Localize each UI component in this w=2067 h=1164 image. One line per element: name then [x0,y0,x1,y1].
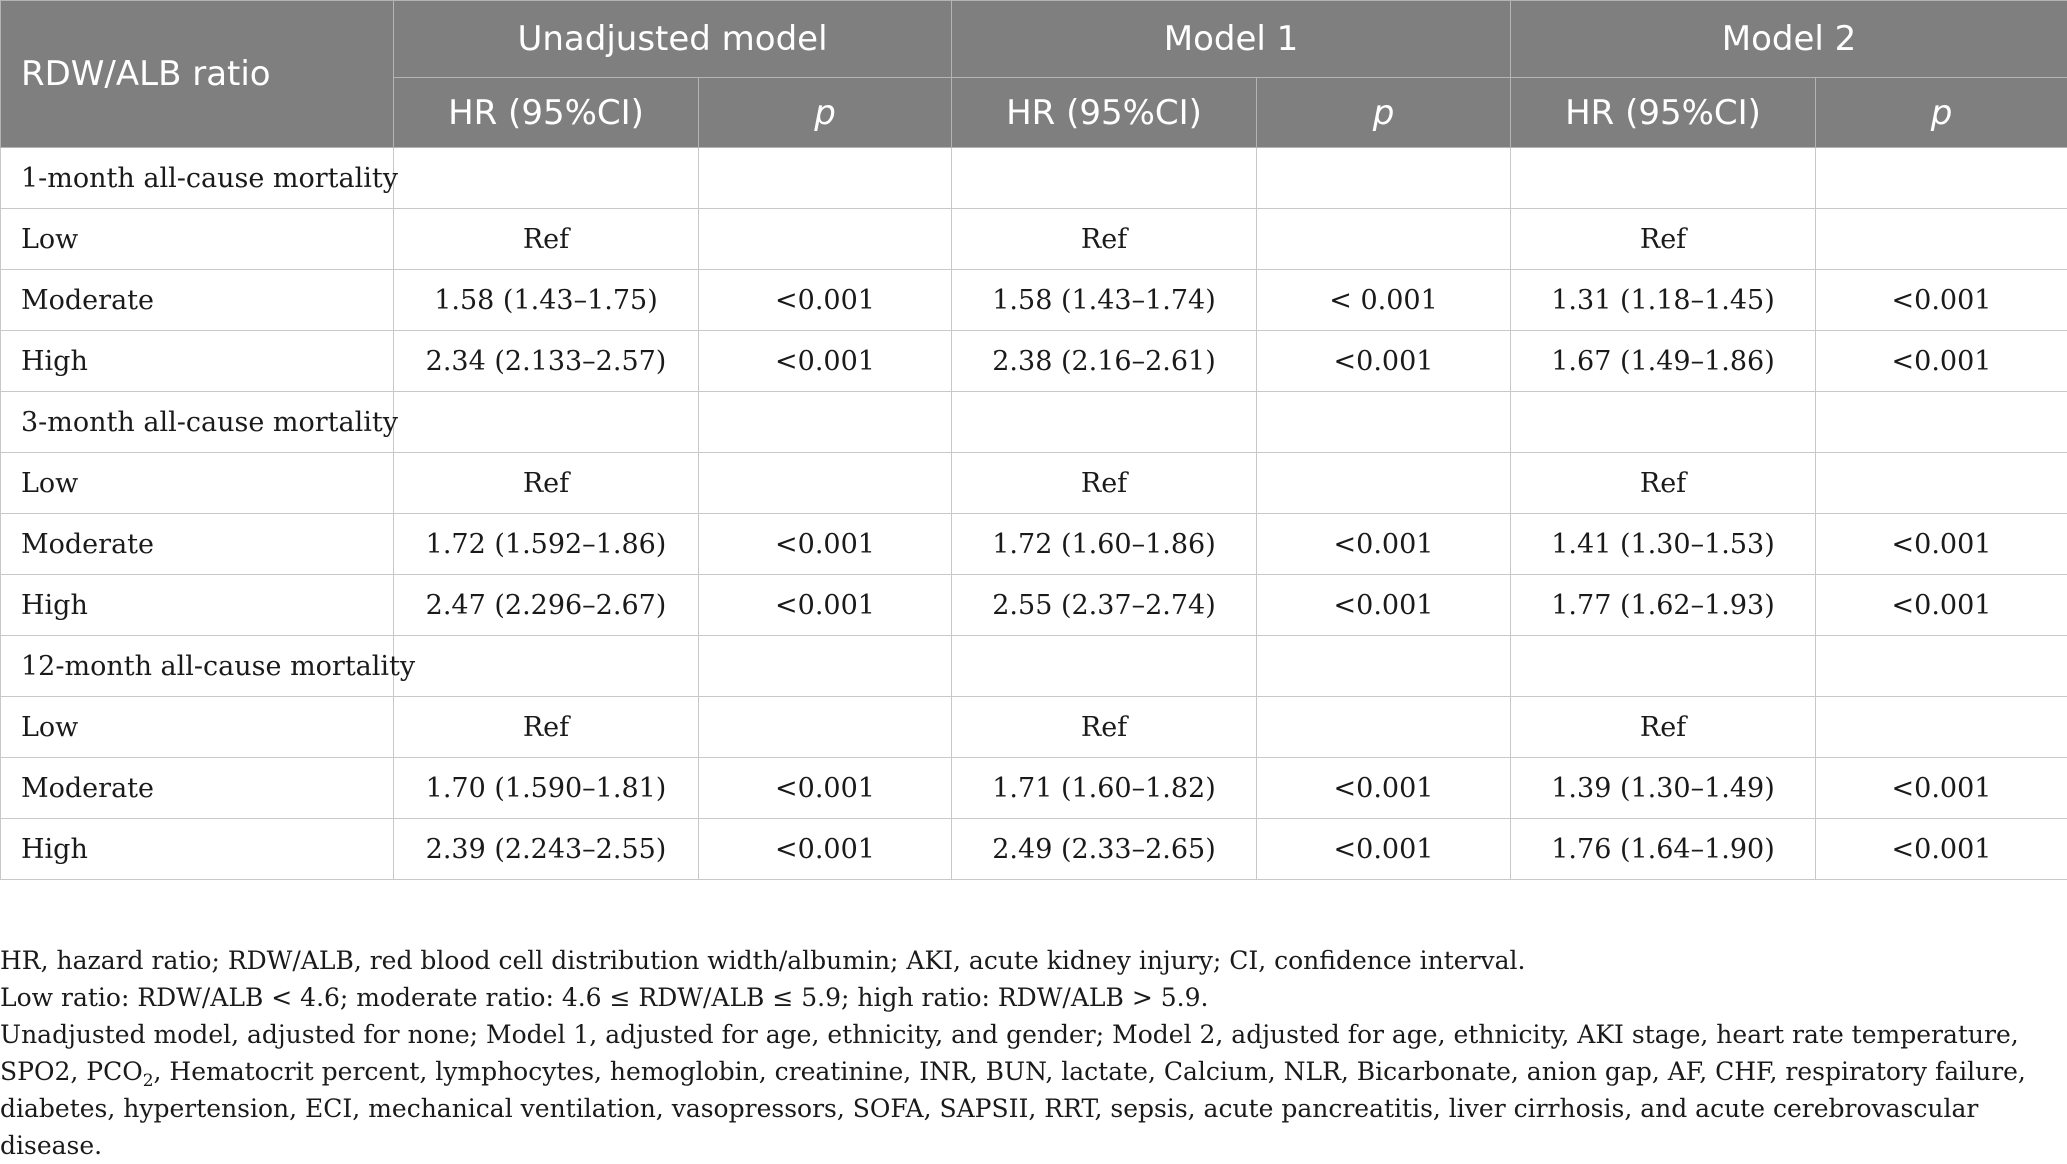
empty-cell [1816,636,2067,697]
hr-cell: Ref [394,697,699,758]
hr-cell: 2.39 (2.243–2.55) [394,819,699,880]
section-title: 12-month all-cause mortality [1,636,394,697]
footnote-adjustments [0,1016,2067,1164]
empty-cell [1816,392,2067,453]
section-row [1,148,2067,209]
p-value-cell [1816,697,2067,758]
p-value-cell: <0.001 [1257,758,1511,819]
hr-cell: 1.31 (1.18–1.45) [1511,270,1816,331]
hr-cell: Ref [394,453,699,514]
p-value-cell: <0.001 [1257,575,1511,636]
p-value-cell: <0.001 [1257,331,1511,392]
p-header: p [1257,78,1511,148]
footnote-adjustments-part1: Unadjusted model, adjusted for none; Model 1, adjusted for age, ethnicity, and gender; Model 2, adjusted for age, ethnicity, AKI stage, heart rate temperature, SPO2, PCO [0,1020,2019,1086]
hr-cell: 1.58 (1.43–1.75) [394,270,699,331]
empty-cell [699,148,952,209]
row-label: Moderate [1,758,394,819]
table-row [1,575,2067,636]
p-value-cell: <0.001 [1816,514,2067,575]
hr-cell: 2.55 (2.37–2.74) [952,575,1257,636]
table-row [1,514,2067,575]
p-value-cell: <0.001 [699,819,952,880]
p-header: p [1816,78,2067,148]
hr-header: HR (95%CI) [952,78,1257,148]
hr-cell: 2.47 (2.296–2.67) [394,575,699,636]
hr-cell: 2.49 (2.33–2.65) [952,819,1257,880]
table-row [1,331,2067,392]
hr-cell: Ref [952,697,1257,758]
p-value-cell: <0.001 [1257,514,1511,575]
p-value-cell: <0.001 [699,514,952,575]
empty-cell [1257,148,1511,209]
model-header-model1: Model 1 [952,1,1511,78]
row-label: Low [1,453,394,514]
p-value-cell: <0.001 [1816,575,2067,636]
p-value-cell: <0.001 [699,270,952,331]
p-value-cell [1257,453,1511,514]
hr-cell: Ref [1511,453,1816,514]
empty-cell [1257,636,1511,697]
row-label: Low [1,209,394,270]
hr-cell: 1.77 (1.62–1.93) [1511,575,1816,636]
empty-cell [699,636,952,697]
p-value-cell: <0.001 [1816,270,2067,331]
empty-cell [1511,636,1816,697]
table-row [1,453,2067,514]
hr-cell: 1.72 (1.60–1.86) [952,514,1257,575]
table-row [1,819,2067,880]
row-label: Moderate [1,270,394,331]
row-label: High [1,575,394,636]
p-value-cell: <0.001 [699,758,952,819]
row-label: Low [1,697,394,758]
empty-cell [699,392,952,453]
p-value-cell [1816,453,2067,514]
footnote-subscript: 2 [143,1071,154,1091]
hr-cell: 1.71 (1.60–1.82) [952,758,1257,819]
hr-cell: 1.70 (1.590–1.81) [394,758,699,819]
table-header [1,1,2067,148]
p-value-cell [1257,209,1511,270]
empty-cell [952,148,1257,209]
table-body [1,148,2067,880]
p-header: p [699,78,952,148]
model-header-model2: Model 2 [1511,1,2067,78]
p-value-cell: <0.001 [699,575,952,636]
p-value-cell [699,209,952,270]
empty-cell [1511,392,1816,453]
hr-cell: Ref [952,453,1257,514]
empty-cell [1511,148,1816,209]
hr-cell: 2.34 (2.133–2.57) [394,331,699,392]
p-value-cell: <0.001 [1816,331,2067,392]
empty-cell [952,392,1257,453]
table-row [1,209,2067,270]
p-value-cell [699,453,952,514]
hr-cell: 1.76 (1.64–1.90) [1511,819,1816,880]
empty-cell [394,392,699,453]
model-header-unadjusted: Unadjusted model [394,1,952,78]
hr-header: HR (95%CI) [1511,78,1816,148]
section-title: 3-month all-cause mortality [1,392,394,453]
empty-cell [1257,392,1511,453]
row-label: High [1,819,394,880]
hr-cell: 1.39 (1.30–1.49) [1511,758,1816,819]
empty-cell [952,636,1257,697]
hr-cell: Ref [1511,697,1816,758]
p-value-cell [1257,697,1511,758]
empty-cell [1816,148,2067,209]
table-row [1,270,2067,331]
section-row [1,636,2067,697]
footnote-abbreviations: HR, hazard ratio; RDW/ALB, red blood cell distribution width/albumin; AKI, acute kidney injury; CI, confidence interval. [0,942,2067,979]
hr-cell: 1.58 (1.43–1.74) [952,270,1257,331]
hr-cell: Ref [1511,209,1816,270]
empty-cell [394,636,699,697]
table-row [1,697,2067,758]
p-value-cell: <0.001 [1257,819,1511,880]
p-value-cell: <0.001 [1816,758,2067,819]
p-value-cell: <0.001 [1816,819,2067,880]
p-value-cell: <0.001 [699,331,952,392]
row-label: Moderate [1,514,394,575]
hr-cell: Ref [394,209,699,270]
footnote-ratio-definitions: Low ratio: RDW/ALB < 4.6; moderate ratio: 4.6 ≤ RDW/ALB ≤ 5.9; high ratio: RDW/ALB > 5.9. [0,979,2067,1016]
row-label-header: RDW/ALB ratio [1,1,394,148]
footnote-adjustments-part2: , Hematocrit percent, lymphocytes, hemoglobin, creatinine, INR, BUN, lactate, Calcium, NLR, Bicarbonate, anion gap, AF, CHF, respiratory failure, diabetes, hypertension, ECI, mechanical ventilation, vasopressors, SOFA, SAPSII, RRT, sepsis, acute pancreatitis, liver cirrhosis, and acute cerebrovascular disease. [0,1057,2026,1160]
section-title: 1-month all-cause mortality [1,148,394,209]
hr-cell: Ref [952,209,1257,270]
hr-cell: 1.41 (1.30–1.53) [1511,514,1816,575]
hr-cell: 2.38 (2.16–2.61) [952,331,1257,392]
empty-cell [394,148,699,209]
p-value-cell [1816,209,2067,270]
hr-cell: 1.67 (1.49–1.86) [1511,331,1816,392]
p-value-cell: < 0.001 [1257,270,1511,331]
table-row [1,758,2067,819]
table-footnotes [0,942,2067,1164]
row-label: High [1,331,394,392]
p-value-cell [699,697,952,758]
hr-header: HR (95%CI) [394,78,699,148]
section-row [1,392,2067,453]
hr-cell: 1.72 (1.592–1.86) [394,514,699,575]
